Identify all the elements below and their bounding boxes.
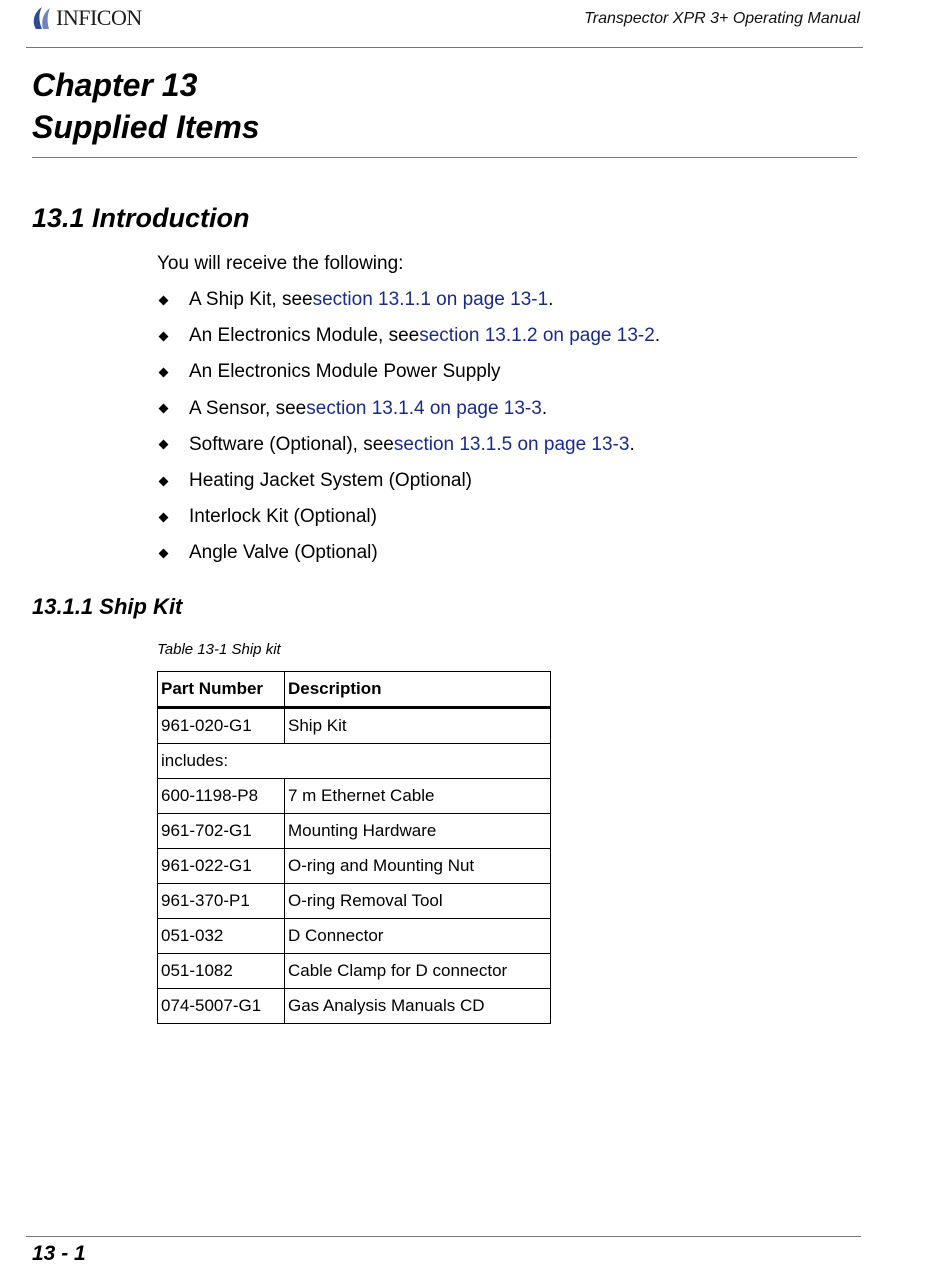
part-number-cell: 961-022-G1 [158, 849, 285, 884]
includes-cell: includes: [158, 744, 551, 779]
cross-reference-link[interactable]: section 13.1.5 on page 13-3 [393, 433, 630, 455]
section-heading-ship-kit: 13.1.1 Ship Kit [32, 594, 183, 619]
part-number-cell: 600-1198-P8 [158, 779, 285, 814]
page-number: 13 - 1 [32, 1242, 86, 1265]
chapter-divider [32, 157, 857, 158]
description-cell: Mounting Hardware [285, 814, 551, 849]
description-cell: Ship Kit [285, 708, 551, 744]
chapter-number: Chapter 13 [32, 67, 198, 103]
item-suffix: . [629, 433, 635, 455]
item-text: A Sensor, see [189, 397, 307, 419]
cross-reference-link[interactable]: section 13.1.2 on page 13-2 [419, 325, 655, 347]
item-suffix: . [541, 397, 548, 419]
table-row [158, 814, 551, 849]
item-text: An Electronics Module, see [189, 325, 420, 347]
description-cell: D Connector [285, 919, 551, 954]
column-header-description: Description [285, 672, 551, 708]
bullet-diamond-icon [159, 404, 169, 414]
supplied-items-list [157, 282, 660, 572]
list-item [157, 354, 660, 390]
logo-text: INFICON [56, 5, 142, 30]
list-item [157, 499, 660, 535]
item-suffix: . [654, 325, 661, 347]
table-row [158, 884, 551, 919]
item-text: Angle Valve (Optional) [189, 542, 378, 564]
table-row [158, 989, 551, 1024]
bullet-diamond-icon [159, 331, 169, 341]
table-row [158, 744, 551, 779]
description-cell: Cable Clamp for D connector [285, 954, 551, 989]
bullet-diamond-icon [159, 476, 169, 486]
bullet-diamond-icon [159, 440, 169, 450]
bullet-diamond-icon [159, 512, 169, 522]
footer-divider [26, 1236, 861, 1237]
list-item [157, 391, 660, 427]
description-cell: O-ring Removal Tool [285, 884, 551, 919]
ship-kit-table [157, 671, 551, 1024]
inficon-logo [30, 4, 142, 32]
item-text: Interlock Kit (Optional) [189, 506, 377, 528]
cross-reference-link[interactable]: section 13.1.4 on page 13-3 [306, 397, 542, 419]
part-number-cell: 961-370-P1 [158, 884, 285, 919]
intro-text: You will receive the following: [157, 253, 404, 274]
inficon-logo-icon [30, 5, 54, 31]
bullet-diamond-icon [159, 548, 169, 558]
table-row [158, 708, 551, 744]
item-text: Software (Optional), see [189, 433, 394, 455]
item-text: An Electronics Module Power Supply [189, 361, 501, 383]
list-item [157, 282, 660, 318]
column-header-part-number: Part Number [158, 672, 285, 708]
item-text: A Ship Kit, see [189, 289, 313, 311]
part-number-cell: 961-020-G1 [158, 708, 285, 744]
description-cell: O-ring and Mounting Nut [285, 849, 551, 884]
item-suffix: . [548, 289, 554, 311]
manual-title: Transpector XPR 3+ Operating Manual [584, 10, 860, 27]
table-header-row [158, 672, 551, 708]
section-heading-introduction: 13.1 Introduction [32, 203, 250, 233]
table-row [158, 919, 551, 954]
list-item [157, 427, 660, 463]
list-item [157, 318, 660, 354]
bullet-diamond-icon [159, 295, 169, 305]
part-number-cell: 961-702-G1 [158, 814, 285, 849]
chapter-title [32, 64, 260, 148]
part-number-cell: 051-032 [158, 919, 285, 954]
list-item [157, 535, 660, 571]
table-row [158, 849, 551, 884]
cross-reference-link[interactable]: section 13.1.1 on page 13-1 [312, 289, 549, 311]
description-cell: 7 m Ethernet Cable [285, 779, 551, 814]
table-row [158, 779, 551, 814]
description-cell: Gas Analysis Manuals CD [285, 989, 551, 1024]
table-caption: Table 13-1 Ship kit [157, 641, 281, 658]
item-text: Heating Jacket System (Optional) [189, 470, 473, 492]
part-number-cell: 051-1082 [158, 954, 285, 989]
chapter-name: Supplied Items [32, 109, 260, 145]
bullet-diamond-icon [159, 368, 169, 378]
part-number-cell: 074-5007-G1 [158, 989, 285, 1024]
list-item [157, 463, 660, 499]
header-divider [26, 47, 863, 48]
table-row [158, 954, 551, 989]
